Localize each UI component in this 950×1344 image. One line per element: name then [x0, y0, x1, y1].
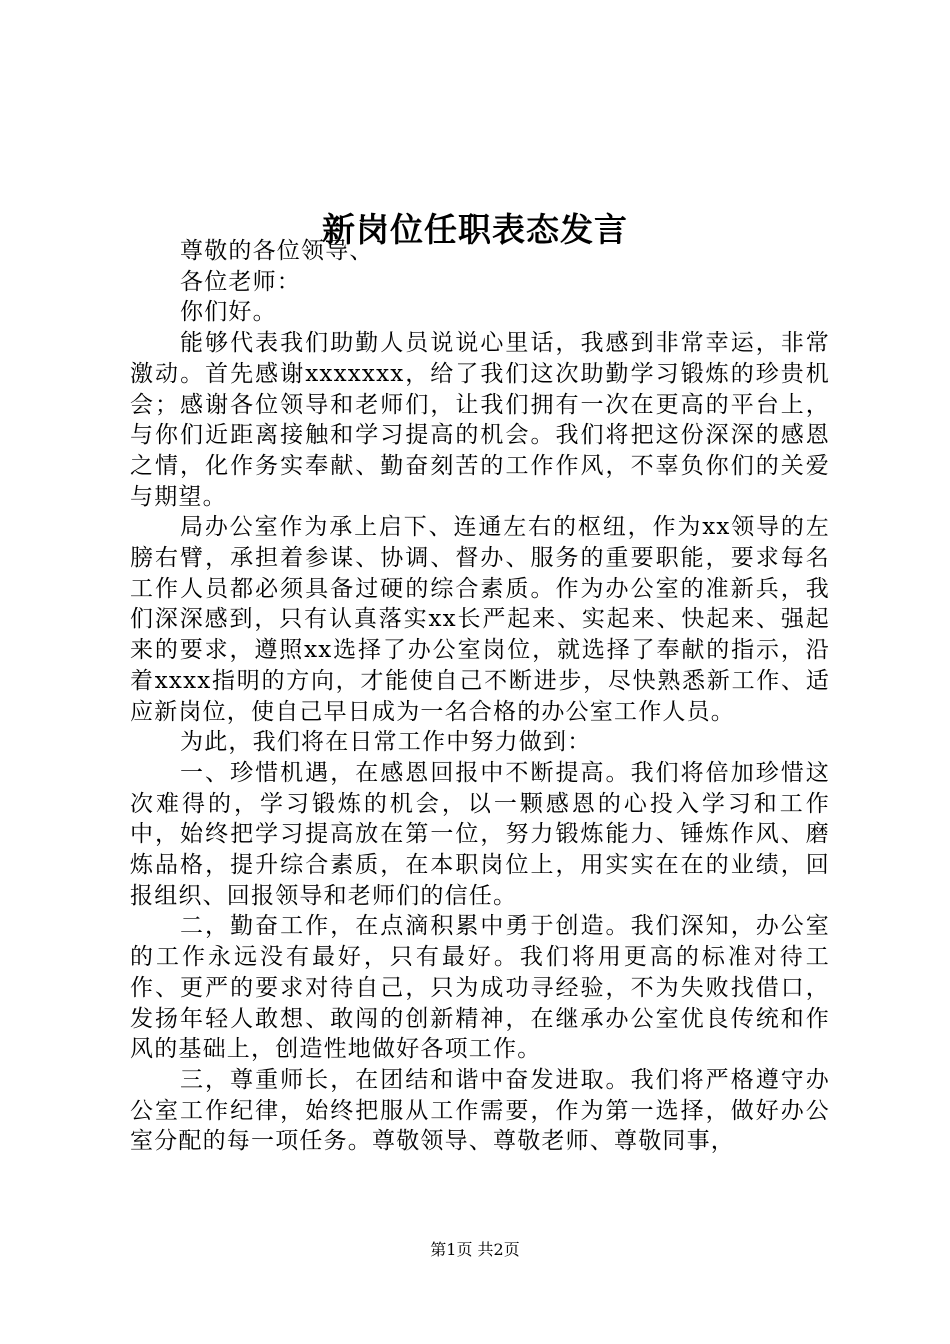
document-body: [130, 236, 830, 1157]
greeting-line: 你们好。: [180, 299, 277, 326]
document-title: 新岗位任职表态发言: [322, 210, 628, 250]
paragraph-gratitude: 能够代表我们助勤人员说说心里话，我感到非常幸运，非常激动。首先感谢xxxxxxx，给了我们这次助勤学习锻炼的珍贵机会；感谢各位领导和老师们，让我们拥有一次在更高的平台上，与你们近距离接触和学习提高的机会。我们将把这份深深的感恩之情，化作务实奉献、勤奋刻苦的工作作风，不辜负你们的关爱与期望。: [130, 330, 830, 510]
paragraph-commitment-2: 二，勤奋工作，在点滴积累中勇于创造。我们深知，办公室的工作永远没有最好，只有最好。我们将用更高的标准对待工作、更严的要求对待自己，只为成功寻经验，不为失败找借口，发扬年轻人敢想、敢闯的创新精神，在继承办公室优良传统和作风的基础上，创造性地做好各项工作。: [130, 913, 830, 1063]
paragraph-intro-commitments: 为此，我们将在日常工作中努力做到：: [180, 729, 592, 756]
salutation-line-2: 各位老师：: [180, 268, 301, 295]
salutation-line-1: 尊敬的各位领导、: [180, 238, 374, 264]
page-number-footer: 第1页 共2页: [430, 1240, 520, 1259]
paragraph-office-role: 局办公室作为承上启下、连通左右的枢纽，作为xx领导的左膀右臂，承担着参谋、协调、督办、服务的重要职能，要求每名工作人员都必须具备过硬的综合素质。作为办公室的准新兵，我们深深感到，只有认真落实xx长严起来、实起来、快起来、强起来的要求，遵照xx选择了办公室岗位，就选择了奉献的指示，沿着xxxx指明的方向，才能使自己不断进步，尽快熟悉新工作、适应新岗位，使自己早日成为一名合格的办公室工作人员。: [130, 514, 830, 725]
paragraph-commitment-1: 一、珍惜机遇，在感恩回报中不断提高。我们将倍加珍惜这次难得的，学习锻炼的机会，以一颗感恩的心投入学习和工作中，始终把学习提高放在第一位，努力锻炼能力、锤炼作风、磨炼品格，提升综合素质，在本职岗位上，用实实在在的业绩，回报组织、回报领导和老师们的信任。: [130, 759, 830, 909]
paragraph-commitment-3: 三，尊重师长，在团结和谐中奋发进取。我们将严格遵守办公室工作纪律，始终把服从工作需要，作为第一选择，做好办公室分配的每一项任务。尊敬领导、尊敬老师、尊敬同事，: [130, 1066, 830, 1155]
